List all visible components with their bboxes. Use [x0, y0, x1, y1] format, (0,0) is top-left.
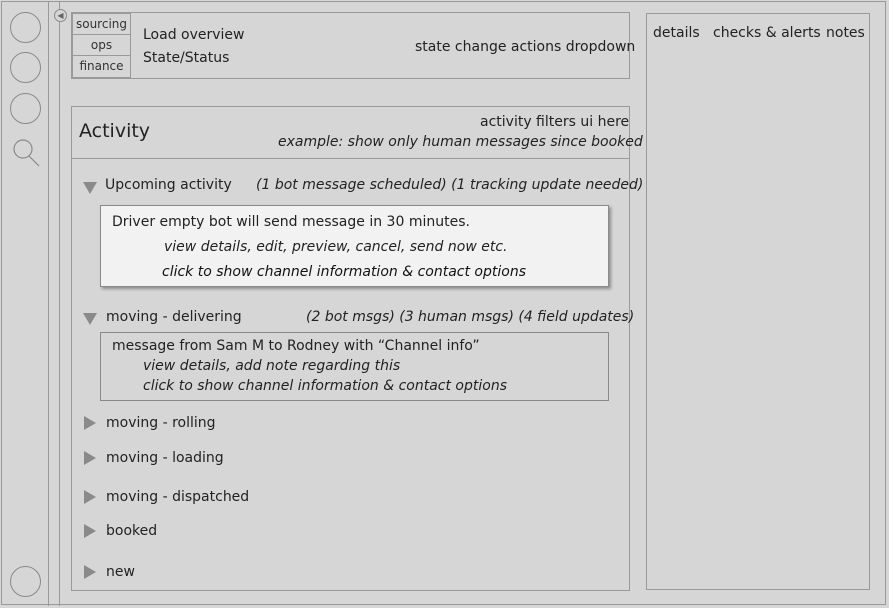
department-tabs: [72, 13, 131, 78]
activity-filters-example: example: show only human messages since booked: [278, 134, 643, 150]
tab-sourcing[interactable]: sourcing: [73, 14, 130, 35]
expand-booked-icon[interactable]: [84, 524, 96, 538]
delivering-label[interactable]: moving - delivering: [106, 309, 242, 325]
state-change-actions-dropdown[interactable]: state change actions dropdown: [415, 39, 636, 55]
tab-finance[interactable]: finance: [79, 59, 124, 73]
rail-divider: [59, 2, 60, 606]
expand-delivering-icon[interactable]: [83, 313, 97, 325]
section-moving-rolling[interactable]: moving - rolling: [106, 415, 216, 431]
delivering-message-card[interactable]: [100, 332, 609, 401]
expand-loading-icon[interactable]: [84, 451, 96, 465]
upcoming-message-card[interactable]: [100, 205, 609, 287]
section-moving-loading[interactable]: moving - loading: [106, 450, 224, 466]
left-rail: [2, 2, 49, 606]
delivering-message-text: message from Sam M to Rodney with “Channel info”: [112, 338, 480, 354]
section-moving-dispatched[interactable]: moving - dispatched: [106, 489, 250, 505]
state-status: State/Status: [143, 50, 230, 66]
upcoming-message-actions[interactable]: view details, edit, preview, cancel, send now etc.: [164, 239, 508, 255]
activity-filters[interactable]: activity filters ui here: [480, 114, 630, 130]
delivering-channel-info-link[interactable]: click to show channel information & contact options: [143, 378, 507, 394]
tab-notes[interactable]: notes: [826, 25, 865, 41]
search-icon[interactable]: [12, 138, 40, 168]
expand-new-icon[interactable]: [84, 565, 96, 579]
upcoming-activity-summary: (1 bot message scheduled) (1 tracking update needed): [256, 177, 644, 193]
expand-dispatched-icon[interactable]: [84, 490, 96, 504]
expand-rolling-icon[interactable]: [84, 416, 96, 430]
upcoming-message-text: Driver empty bot will send message in 30 minutes.: [112, 214, 470, 230]
section-booked[interactable]: booked: [106, 523, 158, 539]
activity-title: Activity: [79, 120, 151, 142]
nav-avatar-3[interactable]: [10, 93, 41, 124]
upcoming-channel-info-link[interactable]: click to show channel information & contact options: [162, 264, 526, 280]
expand-upcoming-icon[interactable]: [83, 182, 97, 194]
delivering-summary: (2 bot msgs) (3 human msgs) (4 field updates): [306, 309, 635, 325]
tab-checks-alerts[interactable]: checks & alerts: [713, 25, 821, 41]
collapse-sidebar-icon[interactable]: ◀: [54, 9, 67, 22]
delivering-message-actions[interactable]: view details, add note regarding this: [143, 358, 401, 374]
section-new[interactable]: new: [106, 564, 135, 580]
right-panel: [646, 13, 870, 590]
nav-avatar-2[interactable]: [10, 52, 41, 83]
user-avatar[interactable]: [10, 566, 41, 597]
upcoming-activity-label[interactable]: Upcoming activity: [105, 177, 232, 193]
load-overview[interactable]: Load overview: [143, 27, 245, 43]
nav-avatar-1[interactable]: [10, 12, 41, 43]
tab-ops[interactable]: ops: [73, 35, 130, 56]
tab-details[interactable]: details: [653, 25, 700, 41]
